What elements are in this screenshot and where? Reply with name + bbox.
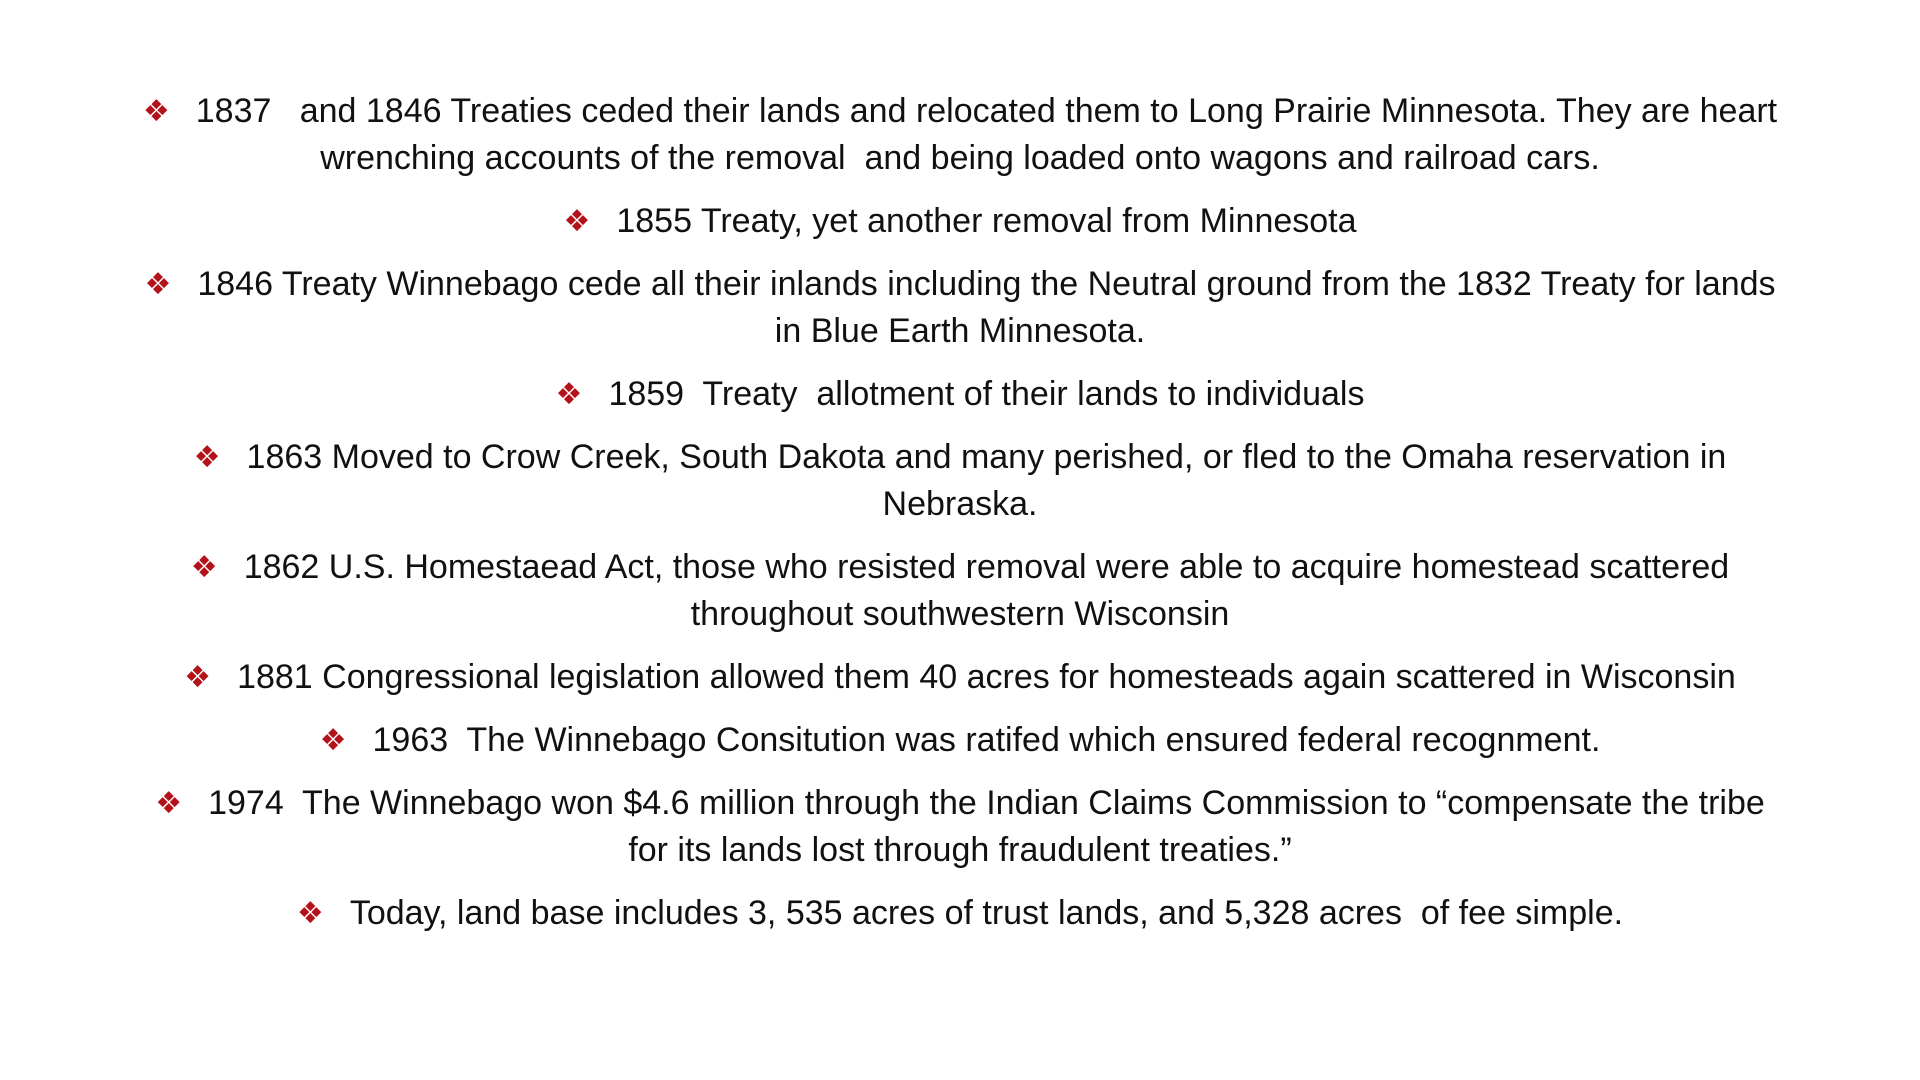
bullet-diamond-icon: ❖ [155, 787, 183, 820]
bullet-diamond-icon: ❖ [319, 724, 347, 757]
bullet-item [140, 780, 1780, 874]
bullet-item [140, 261, 1785, 355]
bullet-diamond-icon: ❖ [296, 897, 324, 930]
bullet-item [140, 88, 1787, 182]
bullet-item [140, 544, 1780, 638]
bullet-text: 1863 Moved to Crow Creek, South Dakota and many perished, or fled to the Omaha reservation in Nebraska. [246, 438, 1736, 523]
bullet-text: 1974 The Winnebago won $4.6 million through the Indian Claims Commission to “compensate the tribe for its lands lost through fraudulent treaties.” [208, 784, 1775, 869]
bullet-diamond-icon: ❖ [555, 378, 583, 411]
bullet-item [140, 434, 1780, 528]
bullet-text: Today, land base includes 3, 535 acres of trust lands, and 5,328 acres of fee simple. [349, 894, 1624, 932]
bullet-text: 1855 Treaty, yet another removal from Minnesota [616, 202, 1357, 240]
bullet-text: 1862 U.S. Homestaead Act, those who resisted removal were able to acquire homestead scattered throughout southwestern Wisconsin [243, 548, 1739, 633]
bullet-diamond-icon: ❖ [193, 441, 221, 474]
bullet-diamond-icon: ❖ [563, 205, 591, 238]
bullet-text: 1846 Treaty Winnebago cede all their inlands including the Neutral ground from the 1832 Treaty for lands in Blue Earth Minnesota. [197, 265, 1785, 350]
bullet-item [140, 890, 1780, 937]
bullet-diamond-icon: ❖ [184, 661, 212, 694]
bullet-diamond-icon: ❖ [190, 551, 218, 584]
bullet-text: 1837 and 1846 Treaties ceded their lands and relocated them to Long Prairie Minnesota. They are heart wrenching accounts of the removal and being loaded onto wagons and railroad cars. [195, 92, 1787, 177]
bullet-item [140, 654, 1780, 701]
bullet-text: 1859 Treaty allotment of their lands to individuals [608, 375, 1365, 413]
bullet-text: 1881 Congressional legislation allowed them 40 acres for homesteads again scattered in Wisconsin [237, 658, 1736, 696]
bullet-diamond-icon: ❖ [144, 268, 172, 301]
bullet-item [140, 371, 1780, 418]
bullet-item [140, 198, 1780, 245]
bullet-list [140, 88, 1787, 953]
bullet-item [140, 717, 1780, 764]
bullet-diamond-icon: ❖ [142, 95, 170, 128]
bullet-text: 1963 The Winnebago Consitution was ratifed which ensured federal recognment. [372, 721, 1601, 759]
